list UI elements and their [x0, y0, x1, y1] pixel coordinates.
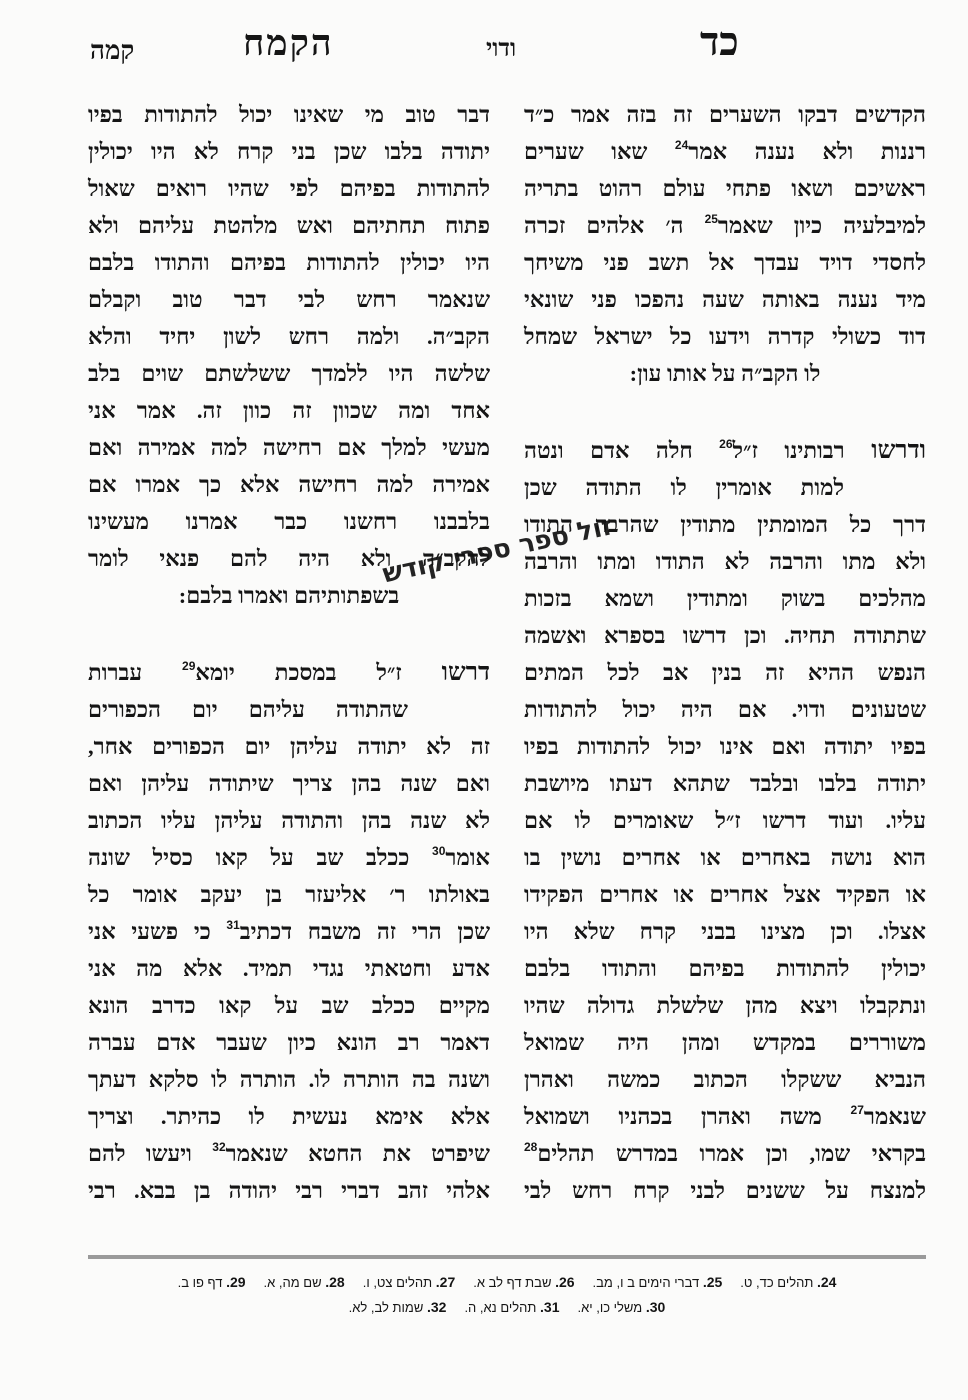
lead-word: דרשו	[441, 659, 490, 686]
text-run: הקב״ה. ולמה רחש לשון יחיד והלא	[88, 324, 490, 349]
text-run: משוררים במקדש ומהן היה שמואל	[524, 1030, 926, 1055]
text-run: חלה אדם ונטה	[524, 438, 720, 463]
lead-word: ודרשו	[871, 437, 926, 464]
footnote-number: 31.	[540, 1299, 560, 1315]
text-line	[524, 1172, 926, 1209]
text-run: שתתודה תחיה. וכן דרשו בספרא ואשמה	[524, 623, 926, 648]
text-line	[524, 950, 926, 987]
right-column	[524, 96, 926, 1209]
footnote-ref: 31	[226, 918, 240, 932]
text-line	[88, 355, 490, 392]
text-line	[524, 96, 926, 133]
text-run: הנפש ההיא זה בנין אב לכל המתים	[524, 660, 926, 685]
text-line	[524, 207, 926, 244]
text-run: דאמר רב הונא כיון שעבר אדם עברה	[88, 1030, 490, 1055]
footnote-text: דברי הימים ב ו, מב.	[592, 1275, 700, 1290]
left-column	[88, 96, 490, 1209]
text-line	[524, 617, 926, 654]
text-line	[88, 170, 490, 207]
footnote-number: 28.	[325, 1274, 345, 1290]
footnote	[473, 1275, 574, 1290]
text-run: לא שנה בהן והתודה עליהן עליו הכתוב	[88, 808, 490, 833]
text-run: אדע וחטאתי נגדי תמיד. אלא מה אני	[88, 956, 490, 981]
text-run: באולתו ר׳ אליעזר בן יעקב אומר כל	[88, 882, 490, 907]
text-run: ושנה בה הותרה לו. הותרה לו סלקא דעתך	[88, 1067, 490, 1092]
text-line	[524, 281, 926, 318]
text-run: ראשיכם ושאו פתחי עולם רהוט בתריה	[524, 176, 926, 201]
text-run: אצלו. וכן מצינו בבני קרח שלא היו	[524, 919, 926, 944]
text-run: דבר טוב מי שאינו יכול להתודות בפיו	[88, 102, 490, 127]
text-run: ה׳ אלהים זכרה	[524, 213, 705, 238]
text-line	[88, 318, 490, 355]
footnote-text: שם מה, א.	[263, 1275, 322, 1290]
text-run: אחד ומה שכוון זה כוון זה. אמר אני	[88, 398, 490, 423]
footnote	[264, 1275, 345, 1290]
text-line	[524, 1061, 926, 1098]
footnote-text: תהלים נא, ה.	[464, 1300, 537, 1315]
text-run: רבותינו ז״ל	[732, 438, 872, 463]
text-line	[88, 466, 490, 503]
text-run: אמירה למה רחישה אלא כך אמרו אם	[88, 472, 490, 497]
footnote-text: שמות לב, לא.	[348, 1300, 424, 1315]
text-run: להקב״ה ולא היה להם פנאי לומר	[88, 546, 490, 571]
text-run: כי פשעי אני	[88, 919, 227, 944]
text-line	[524, 654, 926, 691]
paragraph	[524, 432, 926, 1209]
text-run: הקדשים דבקו השערים זה בזה אמר כ״ד	[524, 102, 926, 127]
text-run: לחסדי דויד עבדך אל תשב פני משיחך	[524, 250, 926, 275]
text-run: להתודות בפיהם לפי שהיו רואים שאול	[88, 176, 490, 201]
text-run: או הפקיד אצל אחרים או אחרים הפקידו	[524, 882, 926, 907]
footnote-text: שבת דף לב א.	[473, 1275, 552, 1290]
text-line	[88, 654, 490, 691]
text-line	[88, 392, 490, 429]
text-line	[88, 913, 490, 950]
text-run: דוד כשולי קדרה וידעו כל ישראל שמחל	[524, 324, 926, 349]
text-run: ולא מתו והרבה לא התודו ומתו והרבה	[524, 549, 926, 574]
footnote-text: תהלים צט, ו.	[362, 1275, 433, 1290]
text-line	[524, 1098, 926, 1135]
text-line	[524, 1024, 926, 1061]
footnote-number: 32.	[426, 1299, 447, 1315]
text-run: הנביא ששקלו הכתוב כמשה ואהרן	[524, 1067, 926, 1092]
footnote-text: משלי כו, יא.	[577, 1300, 643, 1315]
footnote-number: 27.	[435, 1274, 456, 1290]
text-run: משה ואהרן בכהניו ושמואל	[524, 1104, 851, 1129]
text-run: ז״ל במסכת יומא	[195, 660, 442, 685]
text-run: למיבלעיה כיון שאמר	[717, 213, 926, 238]
text-line	[524, 802, 926, 839]
text-line	[88, 1135, 490, 1172]
footnote-ref: 26	[719, 437, 733, 451]
text-run: שלשה היו ללמדך ששלשתם שוים בלב	[88, 361, 490, 386]
text-run: שהתודה עליהם יום הכפורים	[88, 697, 408, 722]
text-run: יכולין להתודות בפיהם והתודו בלבם	[524, 956, 926, 981]
text-line	[88, 728, 490, 765]
footnote-number: 24.	[816, 1274, 837, 1290]
text-run: בקראי שמו, וכן אמרו במדרש תהלים	[537, 1141, 926, 1166]
text-run: ונתקבלו ויצא מהן שלשלת גדולה שהיו	[524, 993, 926, 1018]
text-run: למות אומרין לו התודה שכן	[524, 475, 844, 500]
text-run: מעשי למלך אם רחישה למה אמירה ואם	[88, 435, 490, 460]
footnote-ref: 27	[850, 1103, 864, 1117]
paragraph	[88, 96, 490, 614]
text-line	[88, 876, 490, 913]
text-line	[88, 987, 490, 1024]
footnote-number: 30.	[645, 1299, 666, 1315]
text-run: ואם שנה בהן צריך שיתודה עליהן ואם	[88, 771, 490, 796]
text-run: עברות	[88, 660, 183, 685]
footnote-text: דף פו ב.	[177, 1275, 223, 1290]
footnote	[349, 1300, 447, 1315]
text-run: לו הקב״ה על אותו עון:	[629, 361, 821, 386]
text-run: זה לא יתודה עליהן יום הכפורים אחר,	[88, 734, 490, 759]
footnote-row	[88, 1295, 926, 1320]
text-line	[88, 244, 490, 281]
text-line	[88, 839, 490, 876]
text-line	[88, 133, 490, 170]
text-line	[524, 987, 926, 1024]
text-run: ככלב שב על קאו כסיל שונה	[88, 845, 433, 870]
text-line	[88, 96, 490, 133]
text-line	[524, 580, 926, 617]
text-run: שכן הרי זה משבח דכתיב	[239, 919, 490, 944]
text-line	[88, 281, 490, 318]
text-run: בשפתותיהם ואמרו בלבם:	[178, 583, 400, 608]
footnote-ref: 30	[432, 844, 446, 858]
text-run: רננות ולא נענה אמר	[688, 139, 926, 164]
text-line	[524, 318, 926, 355]
text-run: עליו. ועוד דרשו ז״ל שאומרים לו אם	[524, 808, 926, 833]
text-line	[88, 765, 490, 802]
text-run: בפיו יתודה ואם אינו יכול להתודות בפיו	[524, 734, 926, 759]
text-line	[524, 170, 926, 207]
footnote-divider	[88, 1255, 926, 1259]
text-line	[524, 691, 926, 728]
text-run: הוא נושה באחרים או אחרים נושין בו	[524, 845, 926, 870]
book-title: הקמח	[243, 23, 334, 63]
text-line	[88, 802, 490, 839]
text-line	[524, 133, 926, 170]
text-run: שטעונים ודוי. אם היה יכול להתודות	[524, 697, 926, 722]
footnote-number: 29.	[226, 1274, 246, 1290]
text-line	[524, 765, 926, 802]
footnotes	[88, 1270, 926, 1320]
text-line	[88, 1172, 490, 1209]
footnote	[593, 1275, 723, 1290]
text-line	[524, 469, 926, 506]
text-run: למנצח על ששנים לבני קרח רחש לבי	[524, 1178, 926, 1203]
text-line	[88, 950, 490, 987]
text-run: אלא אימא נעשית לו כהיתר. וצריך	[88, 1104, 490, 1129]
footnote	[577, 1300, 665, 1315]
chapter-number: כד	[700, 19, 739, 64]
text-line	[88, 207, 490, 244]
text-line	[524, 432, 926, 469]
text-run: מקיים ככלב שב על קאו כדרב הונא	[88, 993, 490, 1018]
text-run: מהלכים בשוק ומתודין ושמא בזכות	[524, 586, 926, 611]
text-run: אומר	[445, 845, 490, 870]
text-run: מיד נענה באותה שעה נהפכו פני שונאי	[524, 287, 926, 312]
text-line	[524, 839, 926, 876]
footnote-ref: 25	[704, 212, 718, 226]
text-line	[88, 429, 490, 466]
text-run: יתודה בלבו ובלבד שתהא דעתו מיושבת	[524, 771, 926, 796]
running-topic: ודוי	[486, 36, 517, 62]
paragraph	[88, 654, 490, 1209]
text-run: אלהי זהב דברי רבי יהודה בן בבא. רבי	[88, 1178, 490, 1203]
text-run: שיפרט את החטא שנאמר	[225, 1141, 490, 1166]
text-line	[524, 913, 926, 950]
text-run: שנאמר רחש לבי דבר טוב וקבלם	[88, 287, 490, 312]
text-run: היו יכולין להתודות בפיהם והתודו בלבם	[88, 250, 490, 275]
text-run: דרך כל המומתין מתודין שהרבה התודו	[524, 512, 926, 537]
text-line	[88, 691, 490, 728]
text-run: פתוח תחתיהם ואש מלהטת עליהם ולא	[88, 213, 490, 238]
watermark-stamp: זול ספר ספרי קודש	[380, 511, 615, 590]
text-line	[524, 355, 926, 392]
text-line	[88, 1098, 490, 1135]
footnote-ref: 24	[674, 138, 689, 152]
footnote-ref: 29	[182, 659, 196, 673]
text-run: שנאמר	[863, 1104, 926, 1129]
text-line	[88, 577, 490, 614]
text-line	[88, 503, 490, 540]
text-run: יתודה בלבו שכן בני קרח לא היו יכולין	[88, 139, 490, 164]
text-line	[524, 728, 926, 765]
footnote-ref: 32	[212, 1140, 226, 1154]
text-line	[88, 1024, 490, 1061]
text-run: שאו שערים	[524, 139, 675, 164]
footnote	[740, 1275, 836, 1290]
text-run: בלבבנו רחשנו כבר אמרנו מעשינו	[88, 509, 490, 534]
footnote	[464, 1300, 559, 1315]
text-line	[524, 1135, 926, 1172]
footnote	[363, 1275, 456, 1290]
footnote-number: 25.	[702, 1274, 723, 1290]
footnote	[178, 1275, 246, 1290]
footnote-ref: 28	[524, 1140, 538, 1154]
footnote-number: 26.	[555, 1274, 575, 1290]
text-line	[524, 876, 926, 913]
paragraph	[524, 96, 926, 392]
footnote-text: תהלים כד, ט.	[740, 1275, 814, 1290]
text-run: ויעשו להם	[88, 1141, 213, 1166]
text-line	[524, 543, 926, 580]
text-line	[524, 244, 926, 281]
footnote-row	[88, 1270, 926, 1295]
page-number: קמה	[90, 36, 135, 65]
text-line	[88, 1061, 490, 1098]
